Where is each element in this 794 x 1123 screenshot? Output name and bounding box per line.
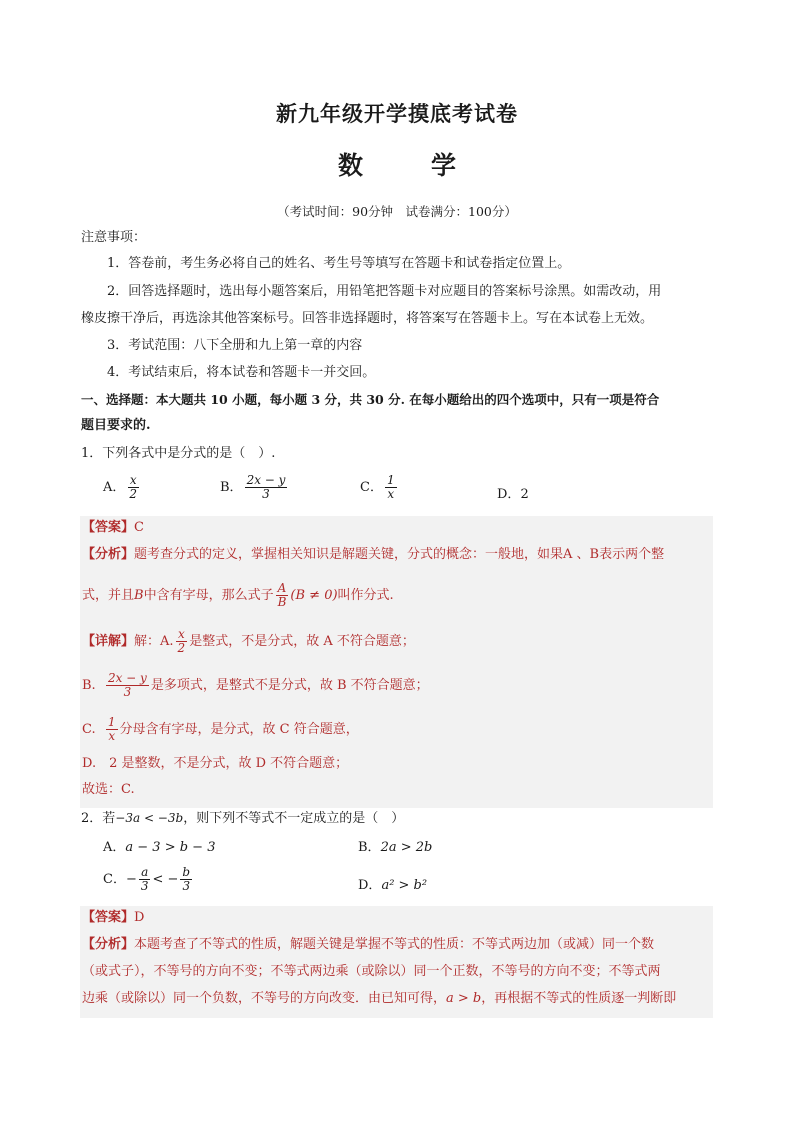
subject-heading	[0, 146, 794, 182]
notice-item-1: 1．答卷前，考生务必将自己的姓名、考生号等填写在答题卡和试卷指定位置上。	[107, 256, 571, 271]
q1-option-c-label: C．	[360, 480, 383, 495]
q1-detail-a-text: 是整式，不是分式，故 A 不符合题意；	[189, 634, 415, 649]
q1-option-a-num: x	[129, 473, 137, 487]
q1-analysis-text1: 题考查分式的定义，掌握相关知识是解题关键，分式的概念：一般地，如果A 、B表示两个整	[134, 547, 665, 562]
q1-detail-d: D. 2 是整数，不是分式，故 D 不符合题意；	[82, 756, 349, 771]
subject-char-2: 学	[431, 151, 457, 180]
q1-analysis-line2	[82, 582, 394, 609]
q1-detail-b	[82, 672, 429, 699]
q1-answer	[82, 518, 144, 538]
q1-analysis-frac-den: B	[277, 595, 287, 609]
q2-option-c	[103, 866, 194, 893]
q1-detail-a	[82, 628, 415, 655]
q2-analysis-text3a: 边乘（或除以）同一个负数，不等号的方向改变．由已知可得，	[82, 991, 447, 1006]
q2-answer-value: D	[134, 910, 145, 925]
q1-analysis-tag: 【分析】	[82, 547, 135, 562]
q1-choice: 故选：C.	[82, 782, 135, 797]
q1-option-a-label: A．	[103, 480, 126, 495]
q1-option-b-num: 2x − y	[246, 473, 286, 487]
q2-option-d-label: D．	[358, 878, 382, 893]
q1-analysis-frac	[276, 582, 289, 609]
q1-option-c-num: 1	[386, 473, 395, 487]
q2-option-b-label: B．	[358, 840, 381, 855]
q1-option-b-den: 3	[262, 487, 270, 501]
q1-detail-c-frac	[106, 716, 118, 743]
q2-analysis-text1: 本题考查了不等式的性质，解题关键是掌握不等式的性质：不等式两边加（或减）同一个数	[134, 937, 655, 952]
q2-option-c-frac1	[139, 866, 151, 893]
notice-heading: 注意事项：	[81, 230, 147, 245]
q2-analysis-math: a > b	[446, 991, 482, 1006]
q2-stem-post: ，则下列不等式不一定成立的是（ ）	[183, 811, 405, 826]
q2-option-c-num2: b	[182, 865, 191, 879]
q1-detail-a-frac	[176, 628, 188, 655]
q1-option-c	[360, 474, 399, 501]
q2-answer	[82, 908, 144, 928]
q1-option-d	[497, 483, 529, 502]
q2-option-c-lt: < −	[152, 872, 179, 887]
q2-answer-tag: 【答案】	[82, 910, 135, 925]
q2-option-c-frac2	[180, 866, 192, 893]
notice-item-4: 4．考试结束后，将本试卷和答题卡一并交回。	[107, 365, 376, 380]
q1-detail-c-pre: C.	[82, 722, 96, 737]
q1-option-b-frac	[245, 474, 288, 501]
q1-analysis-text2c: 叫作分式.	[337, 588, 394, 603]
q1-analysis-text2a: 式，并且	[82, 588, 135, 603]
q2-option-a-label: A．	[103, 840, 126, 855]
notice-item-2: 2．回答选择题时，选出每小题答案后，用铅笔把答题卡对应题目的答案标号涂黑。如需改动，用	[107, 284, 662, 299]
q1-detail-b-frac	[106, 672, 149, 699]
q2-option-d	[358, 874, 427, 893]
q2-analysis-line2: （或式子），不等号的方向不变；不等式两边乘（或除以）同一个正数，不等号的方向不变；不等式两	[82, 964, 661, 979]
q2-analysis-line1	[82, 935, 654, 955]
q1-option-c-frac	[385, 474, 397, 501]
q2-stem-pre: 2．若	[81, 811, 116, 826]
q1-detail-a-pre: 解：A.	[134, 634, 174, 649]
q1-option-c-den: x	[387, 487, 395, 501]
q1-detail-c-num: 1	[107, 715, 116, 729]
q2-stem	[81, 808, 713, 829]
q2-option-c-den2: 3	[182, 879, 191, 893]
q2-option-c-den1: 3	[140, 879, 149, 893]
q1-analysis-cond: (B ≠ 0)	[290, 588, 338, 603]
q1-detail-c-den: x	[108, 729, 116, 743]
q1-detail-tag: 【详解】	[82, 634, 135, 649]
q1-analysis-var-b: B	[134, 588, 144, 603]
q2-option-a-text: a − 3 > b − 3	[125, 840, 216, 855]
q2-option-b	[358, 836, 432, 855]
q1-detail-a-num: x	[177, 627, 185, 641]
q1-analysis-frac-num: A	[277, 581, 287, 595]
q1-analysis-text2b: 中含有字母，那么式子	[143, 588, 274, 603]
exam-title: 新九年级开学摸底考试卷	[276, 102, 518, 126]
q1-option-a-frac	[127, 474, 139, 501]
q1-option-b-label: B．	[220, 480, 243, 495]
q2-analysis-tag: 【分析】	[82, 937, 135, 952]
q1-option-b	[220, 474, 289, 501]
q2-option-c-num1: a	[141, 865, 149, 879]
section-heading-line2: 题目要求的.	[81, 418, 151, 433]
q1-detail-b-pre: B.	[82, 678, 96, 693]
q1-option-d-text: 2	[520, 487, 529, 502]
q1-option-a-den: 2	[129, 487, 138, 501]
q1-option-d-label: D．	[497, 487, 521, 502]
exam-info: （考试时间：90分钟 试卷满分：100分）	[277, 204, 517, 219]
q1-detail-b-num: 2x − y	[107, 671, 147, 685]
q1-detail-b-den: 3	[123, 685, 132, 699]
subject-char-1: 数	[337, 151, 363, 180]
q1-detail-c-text: 分母含有字母，是分式，故 C 符合题意，	[119, 722, 359, 737]
notice-item-3: 3．考试范围：八下全册和九上第一章的内容	[107, 338, 363, 353]
q2-option-c-minus: −	[125, 872, 137, 887]
q2-option-c-label: C．	[103, 872, 126, 887]
q1-detail-c	[82, 716, 359, 743]
notice-item-2-cont: 橡皮擦干净后，再选涂其他答案标号。回答非选择题时，将答案写在答题卡上。写在本试卷上无效。	[81, 311, 654, 326]
q2-option-a	[103, 836, 215, 855]
q2-analysis-line3	[82, 989, 676, 1009]
q1-answer-value: C	[134, 520, 144, 535]
q2-analysis-text3b: ，再根据不等式的性质逐一判断即	[481, 991, 677, 1006]
q1-answer-tag: 【答案】	[82, 520, 135, 535]
q1-option-a	[103, 474, 141, 501]
q1-detail-b-text: 是多项式，是整式不是分式，故 B 不符合题意；	[150, 678, 429, 693]
section-heading-line1: 一、选择题：本大题共 10 小题，每小题 3 分，共 30 分. 在每小题给出的四个选项中，只有一项是符合	[81, 392, 660, 407]
q2-option-d-text: a² > b²	[381, 878, 428, 893]
q1-detail-a-den: 2	[177, 641, 186, 655]
q2-stem-math: −3a < −3b	[115, 811, 184, 825]
q1-analysis-line1	[82, 545, 664, 565]
q2-option-b-text: 2a > 2b	[380, 840, 433, 855]
q1-stem: 1．下列各式中是分式的是（ ）.	[81, 446, 276, 461]
